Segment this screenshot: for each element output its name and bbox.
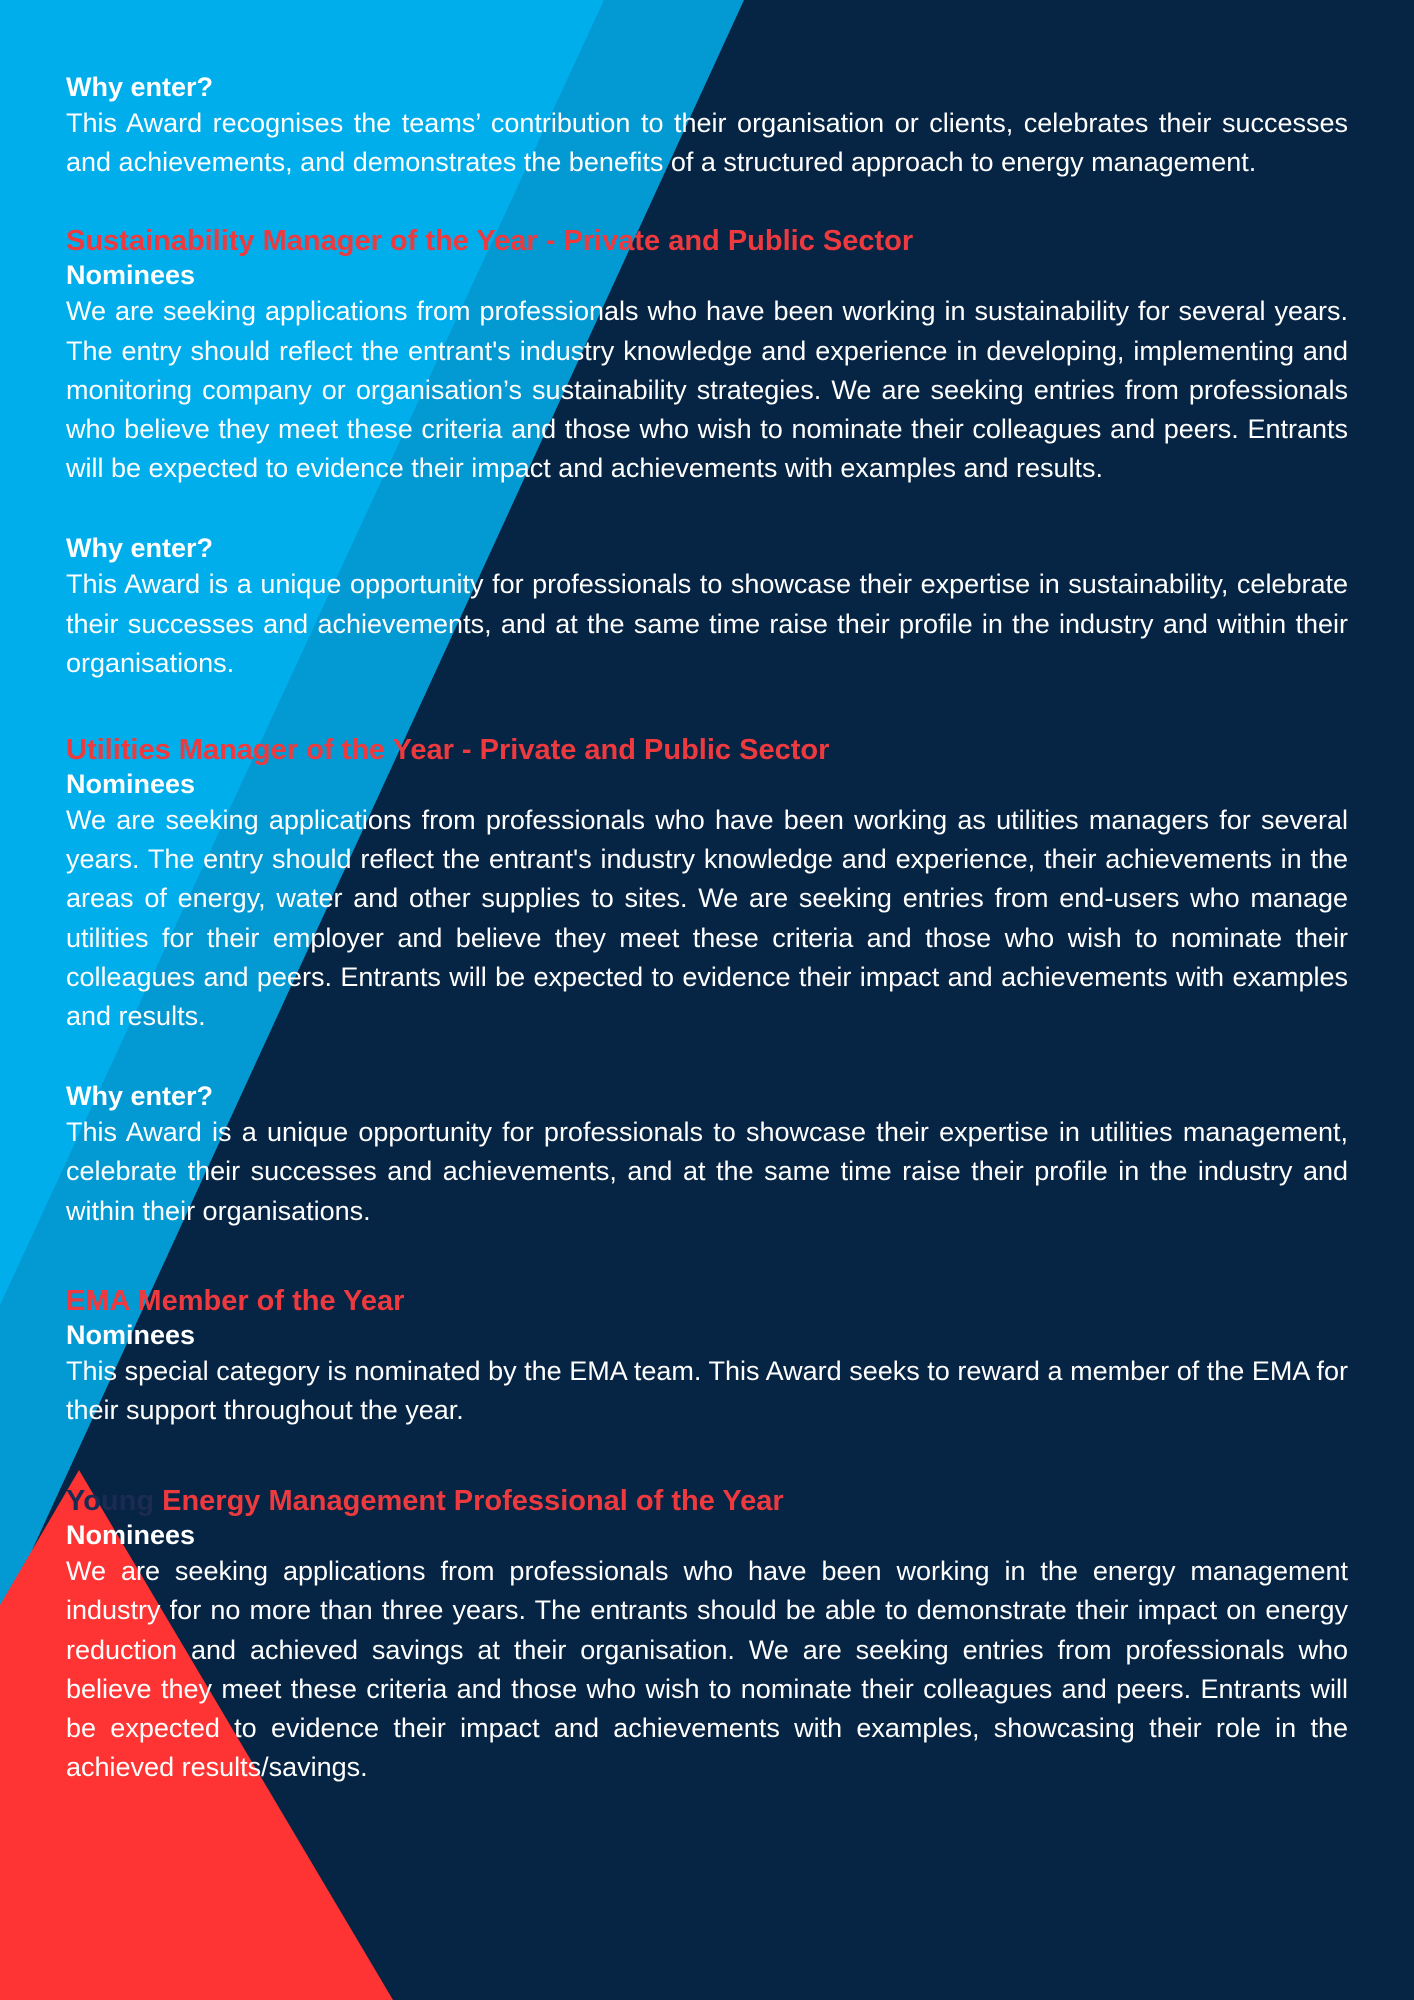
section-sustainability-manager <box>66 224 1348 683</box>
section-young-professional <box>66 1484 1348 1787</box>
section-utilities-manager <box>66 733 1348 1231</box>
section-title: EMA Member of the Year <box>66 1284 405 1317</box>
why-enter-heading: Why enter? <box>66 72 214 102</box>
section-title: Sustainability Manager of the Year - Private and Public Sector <box>66 225 914 258</box>
intro-why-enter <box>66 70 1348 182</box>
awards-content <box>66 70 1348 1787</box>
why-enter-heading: Why enter? <box>66 533 214 564</box>
nominees-text: This special category is nominated by the EMA team. This Award seeks to reward a member of the EMA for their support throughout the year. <box>66 1355 1348 1426</box>
why-enter-heading: Why enter? <box>66 1081 214 1112</box>
why-enter-text: This Award is a unique opportunity for professionals to showcase their expertise in sustainability, celebrate their successes and achievements, and at the same time raise their profile in the industry and within their organisations. <box>66 569 1348 678</box>
nominees-text: We are seeking applications from professionals who have been working as utilities managers for several years. The entry should reflect the entrant's industry knowledge and experience, their achievements in the areas of energy, water and other supplies to sites. We are seeking entries from end-users who manage utilities for their employer and believe they meet these criteria and those who wish to nominate their colleagues and peers. Entrants will be expected to evidence their impact and achievements with examples and results. <box>66 805 1348 1032</box>
section-title <box>66 1484 1348 1518</box>
why-enter-text: This Award recognises the teams’ contribution to their organisation or clients, celebrates their successes and achievements, and demonstrates the benefits of a structured approach to energy management. <box>66 108 1348 178</box>
why-enter-text: This Award is a unique opportunity for professionals to showcase their expertise in utilities management, celebrate their successes and achievements, and at the same time raise their profile in the industry and within their organisations. <box>66 1117 1348 1226</box>
section-title: Utilities Manager of the Year - Private and Public Sector <box>66 734 830 767</box>
nominees-heading: Nominees <box>66 1319 196 1350</box>
nominees-text: We are seeking applications from professionals who have been working in the energy management industry for no more than three years. The entrants should be able to demonstrate their impact on energy reduction and achieved savings at their organisation. We are seeking entries from professionals who believe they meet these criteria and those who wish to nominate their colleagues and peers. Entrants will be expected to evidence their impact and achievements with examples, showcasing their role in the achieved results/savings. <box>66 1556 1348 1783</box>
nominees-heading: Nominees <box>66 260 196 291</box>
section-title-prefix: Young <box>66 1485 155 1518</box>
nominees-heading: Nominees <box>66 1520 196 1551</box>
section-title-rest: Energy Management Professional of the Year <box>154 1485 784 1518</box>
nominees-heading: Nominees <box>66 769 196 800</box>
section-ema-member <box>66 1284 1348 1430</box>
nominees-text: We are seeking applications from professionals who have been working in sustainability for several years. The entry should reflect the entrant's industry knowledge and experience in developing, implementing and monitoring company or organisation’s sustainability strategies. We are seeking entries from professionals who believe they meet these criteria and those who wish to nominate their colleagues and peers. Entrants will be expected to evidence their impact and achievements with examples and results. <box>66 296 1348 484</box>
